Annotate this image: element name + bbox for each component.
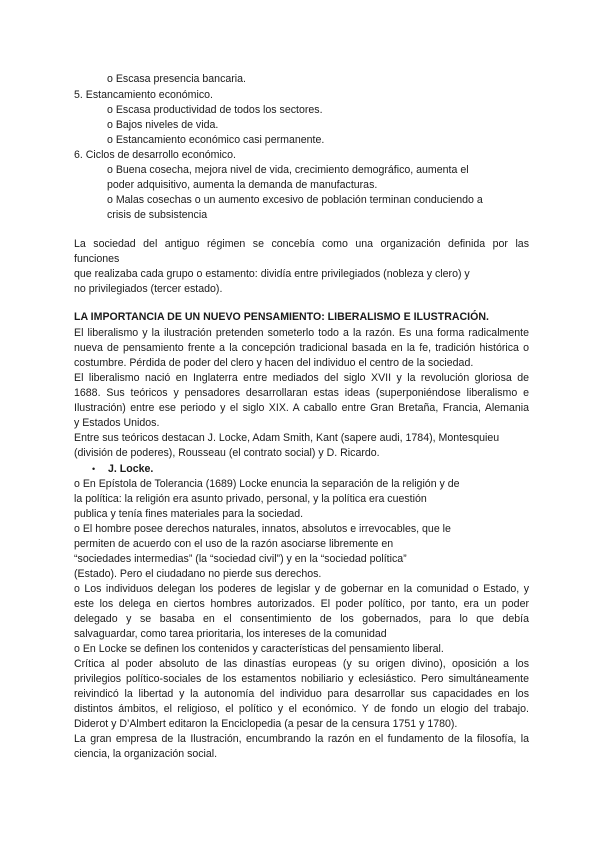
list-subitem: o Buena cosecha, mejora nivel de vida, crecimiento demográfico, aumenta el (107, 164, 469, 176)
list-item: 5. Estancamiento económico. (74, 89, 213, 101)
paragraph-line: permiten de acuerdo con el uso de la razón asociarse libremente en (74, 538, 394, 550)
list-item: 6. Ciclos de desarrollo económico. (74, 149, 236, 161)
list-subitem: poder adquisitivo, aumenta la demanda de manufacturas. (107, 179, 378, 191)
paragraph-line: o Los individuos delegan los poderes de legislar y de gobernar en la comunidad o Estado, y (74, 583, 529, 595)
list-subitem: o Malas cosechas o un aumento excesivo de población terminan conduciendo a (107, 194, 483, 206)
section-heading: LA IMPORTANCIA DE UN NUEVO PENSAMIENTO: LIBERALISMO E ILUSTRACIÓN. (74, 311, 489, 323)
paragraph-line: este los delega en ciertos hombres autorizados. El poder político, por tanto, era un poder (74, 598, 529, 610)
paragraph-line: distintos ámbitos, el religioso, el político y el económico. Y de fondo un elogio del trabajo. (74, 703, 529, 715)
paragraph-line: salvaguardar, como tarea prioritaria, los intereses de la comunidad (74, 628, 387, 640)
bullet-icon: • (92, 464, 96, 474)
subsection-heading: J. Locke. (108, 463, 154, 475)
paragraph-line: (división de poderes), Rousseau (el contrato social) y D. Ricardo. (74, 447, 380, 459)
list-subitem: crisis de subsistencia (107, 209, 208, 221)
paragraph-line: El liberalismo nació en Inglaterra entre mediados del siglo XVII y la revolución gloriosa de (74, 372, 529, 384)
paragraph-line: reivindicó la libertad y la autonomía del individuo para desarrollar sus capacidades en los (74, 688, 529, 700)
list-subitem: o Estancamiento económico casi permanente. (107, 134, 325, 146)
paragraph-line: costumbre. Pérdida de poder del clero y hacen del individuo el centro de la sociedad. (74, 357, 474, 369)
list-subitem: o Escasa productividad de todos los sectores. (107, 104, 323, 116)
paragraph-line: o El hombre posee derechos naturales, innatos, absolutos e irrevocables, que le (74, 523, 451, 535)
paragraph-line: delegado y se basaba en el consentimiento de los gobernados, para lo que debía (74, 613, 529, 625)
paragraph-line: privilegios político-sociales de los estamentos nobiliario y eclesiástico. Pero simultáneamente (74, 673, 529, 685)
paragraph-line: “sociedades intermedias” (la “sociedad civil”) y en la “sociedad política” (74, 553, 407, 565)
paragraph-line: Diderot y D’Almbert editaron la Enciclopedia (a pesar de la censura 1751 y 1780). (74, 718, 458, 730)
paragraph-line: y Estados Unidos. (74, 417, 160, 429)
list-subitem: o Bajos niveles de vida. (107, 119, 219, 131)
paragraph-line: Crítica al poder absoluto de las dinastías europeas (y su origen divino), oposición a los (74, 658, 529, 670)
paragraph-line: o En Locke se definen los contenidos y características del pensamiento liberal. (74, 643, 444, 655)
paragraph-line: la política: la religión era asunto privado, personal, y la política era cuestión (74, 493, 427, 505)
paragraph-line: Ilustración) entre ese periodo y el siglo XIX. A caballo entre Gran Bretaña, Francia, Alemania (74, 402, 529, 414)
paragraph-line: La gran empresa de la Ilustración, encumbrando la razón en el fundamento de la filosofía, la (74, 733, 529, 745)
paragraph-line: 1688. Sus teóricos y pensadores desarrollaran estas ideas (superponiéndose liberalismo e (74, 387, 529, 399)
paragraph-line: o En Epístola de Tolerancia (1689) Locke enuncia la separación de la religión y de (74, 478, 460, 490)
paragraph-line: ciencia, la organización social. (74, 748, 218, 760)
paragraph-line: nueva de pensamiento frente a la concepción tradicional basada en la fe, tradición histórica o (74, 342, 529, 354)
paragraph-line: que realizaba cada grupo o estamento: dividía entre privilegiados (nobleza y clero) y (74, 268, 470, 280)
paragraph-line: La sociedad del antiguo régimen se concebía como una organización definida por las (74, 238, 529, 250)
paragraph-line: publica y tenía fines materiales para la sociedad. (74, 508, 304, 520)
paragraph-line: no privilegiados (tercer estado). (74, 283, 223, 295)
paragraph-line: funciones (74, 253, 120, 265)
list-subitem: o Escasa presencia bancaria. (107, 73, 246, 85)
paragraph-line: El liberalismo y la ilustración pretenden someterlo todo a la razón. Es una forma radicalmente (74, 327, 529, 339)
paragraph-line: (Estado). Pero el ciudadano no pierde sus derechos. (74, 568, 322, 580)
paragraph-line: Entre sus teóricos destacan J. Locke, Adam Smith, Kant (sapere audi, 1784), Montesquieu (74, 432, 500, 444)
